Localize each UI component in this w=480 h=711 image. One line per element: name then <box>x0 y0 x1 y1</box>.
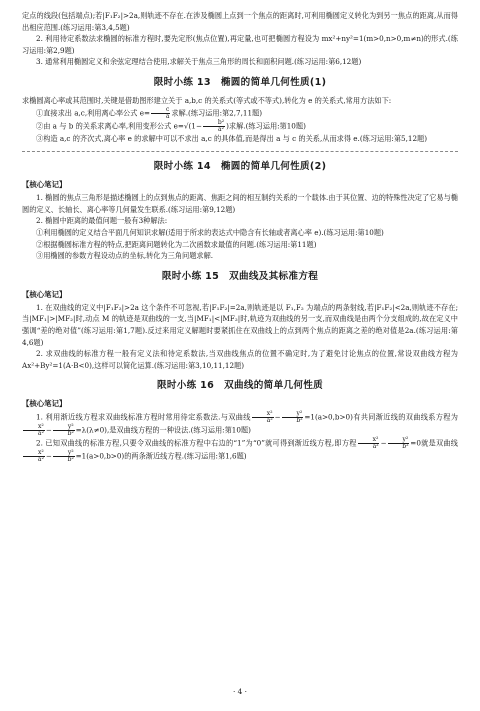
section-16-note-label: 【核心笔记】 <box>22 399 67 409</box>
section-14-paragraph-1: 1. 椭圆的焦点三角形是描述椭圆上的点到焦点的距离、焦距之间的相互制约关系的一个载体.由于其位置、边的特殊性决定了它易与椭圆的定义、长轴长、离心率等几何量发生联系.(练习运用:第9,12题) <box>22 193 458 214</box>
section-15-title <box>22 270 458 283</box>
section-divider <box>22 151 458 152</box>
section-16-title <box>22 379 458 392</box>
section-14-paragraph-5: ③用椭圆的参数方程设动点的坐标,转化为三角问题求解. <box>36 251 214 261</box>
section-16-paragraph-2: 2. 已知双曲线的标准方程,只要令双曲线的标准方程中右边的“1”为“0”就可得到渐近线方程,即方程 $\frac{\text{x²}}{\text{a²}}$ − $\frac{\text{y²}}{\text{b²}}$ =0就是双曲线 $\frac{\text{x²}}{\text{a²}}$ − $\frac{\text{y²}}{\text{b²}}$ =1(a>0,b>0)的两条渐近线方程.(练习运用:第1,6题) <box>22 437 458 463</box>
section-14-title <box>22 160 458 173</box>
section-15-paragraph-1: 1. 在双曲线的定义中|F₁F₂|>2a 这个条件不可忽视,若|F₁F₂|=2a,则轨迹是以 F₁,F₂ 为端点的两条射线,若|F₁F₂|<2a,则轨迹不存在;当|MF₁|>|MF₂|时,动点 M 的轨迹是双曲线的一支,当|MF₁|<|MF₂|时,轨迹为双曲线的另一支,而双曲线是由两个分支组成的,故在定义中强调“差的绝对值”(练习运用:第1,7题).反过来用定义解题时要紧抓住在双曲线上的点到两个焦点的距离之差的绝对值是2a.(练习运用:第4,6题) <box>22 302 458 347</box>
section-14-subtitle: 椭圆的简单几何性质(2) <box>220 161 327 173</box>
section-15-paragraph-2: 2. 求双曲线的标准方程一般有定义法和待定系数法,当双曲线焦点的位置不确定时,为了避免讨论焦点的位置,常设双曲线方程为 Ax²+By²=1(A·B<0),这样可以简化运算.(练习运用:第3,10,11,12题) <box>22 349 458 370</box>
section-16-number: 限时小练 16 <box>156 380 215 392</box>
section-13-number: 限时小练 13 <box>153 76 211 88</box>
fraction-b2-over-a2: $\frac{\text{b²}}{\text{a²}}$ <box>203 120 225 133</box>
section-13-intro: 求椭圆离心率或其范围时,关键是借助图形建立关于 a,b,c 的关系式(等式或不等式),转化为 e 的关系式,常用方法如下: <box>22 95 392 105</box>
section-13-method-2: ②由 a 与 b 的关系求离心率,利用变形公式 e=√(1− $\frac{\text{b²}}{\text{a²}}$ )求解.(练习运用:第10题) <box>36 118 306 133</box>
section-15-note-label: 【核心笔记】 <box>22 289 67 299</box>
section-13-title <box>22 76 458 89</box>
section-16-subtitle: 双曲线的简单几何性质 <box>224 380 324 392</box>
section-13-subtitle: 椭圆的简单几何性质(1) <box>220 76 327 88</box>
section-14-paragraph-2: 2. 椭圆中距离的最值问题一般有3种解法: <box>36 216 168 226</box>
section-15-number: 限时小练 15 <box>161 270 220 282</box>
section-16-paragraph-1: 1. 利用渐近线方程求双曲线标准方程时常用待定系数法.与双曲线 $\frac{\text{x²}}{\text{a²}}$ − $\frac{\text{y²}}{\text{b²}}$ =1(a>0,b>0)有共同渐近线的双曲线系方程为 $\frac{\text{x²}}{\text{a²}}$ − $\frac{\text{y²}}{\text{b²}}$ =λ(λ≠0),是双曲线方程的一种设法.(练习运用:第10题) <box>22 411 458 437</box>
section-14-number: 限时小练 14 <box>153 161 211 173</box>
page-number: · 4 · <box>232 687 248 696</box>
section-14-paragraph-4: ②根据椭圆标准方程的特点,把距离问题转化为二次函数求最值的问题.(练习运用:第11题) <box>36 239 317 249</box>
top-paragraph-3: 3. 通常利用椭圆定义和余弦定理结合使用,求解关于焦点三角形的周长和面积问题.(练习运用:第6,12题) <box>36 57 362 67</box>
section-14-paragraph-3: ①利用椭圆的定义结合平面几何知识求解(适用于所求的表达式中隐含有长轴或者离心率 e).(练习运用:第10题) <box>36 227 384 237</box>
section-14-note-label: 【核心笔记】 <box>22 180 67 190</box>
top-paragraph-1: 定点的线段(包括端点);若|F₁F₂|>2a,则轨迹不存在.在涉及椭圆上点到一个焦点的距离时,可利用椭圆定义转化为到另一焦点的距离,从而得出相应范围.(练习运用:第3,4,5题) <box>22 11 458 32</box>
section-13-method-3: ③构造 a,c 的齐次式,离心率 e 的求解中可以不求出 a,c 的具体值,而是得出 a 与 c 的关系,从而求得 e.(练习运用:第5,12题) <box>36 133 428 143</box>
fraction-c-over-a: $\frac{c}{a}$ <box>151 107 170 120</box>
top-paragraph-2: 2. 利用待定系数法求椭圆的标准方程时,要先定形(焦点位置),再定量,也可把椭圆方程设为 mx²+ny²=1(m>0,n>0,m≠n)的形式.(练习运用:第2,9题) <box>22 34 458 55</box>
section-13-method-1: ①直接求出 a,c,利用离心率公式 e= $\frac{c}{a}$ 求解.(练习运用:第2,7,11题) <box>36 105 263 120</box>
section-15-subtitle: 双曲线及其标准方程 <box>229 270 319 282</box>
